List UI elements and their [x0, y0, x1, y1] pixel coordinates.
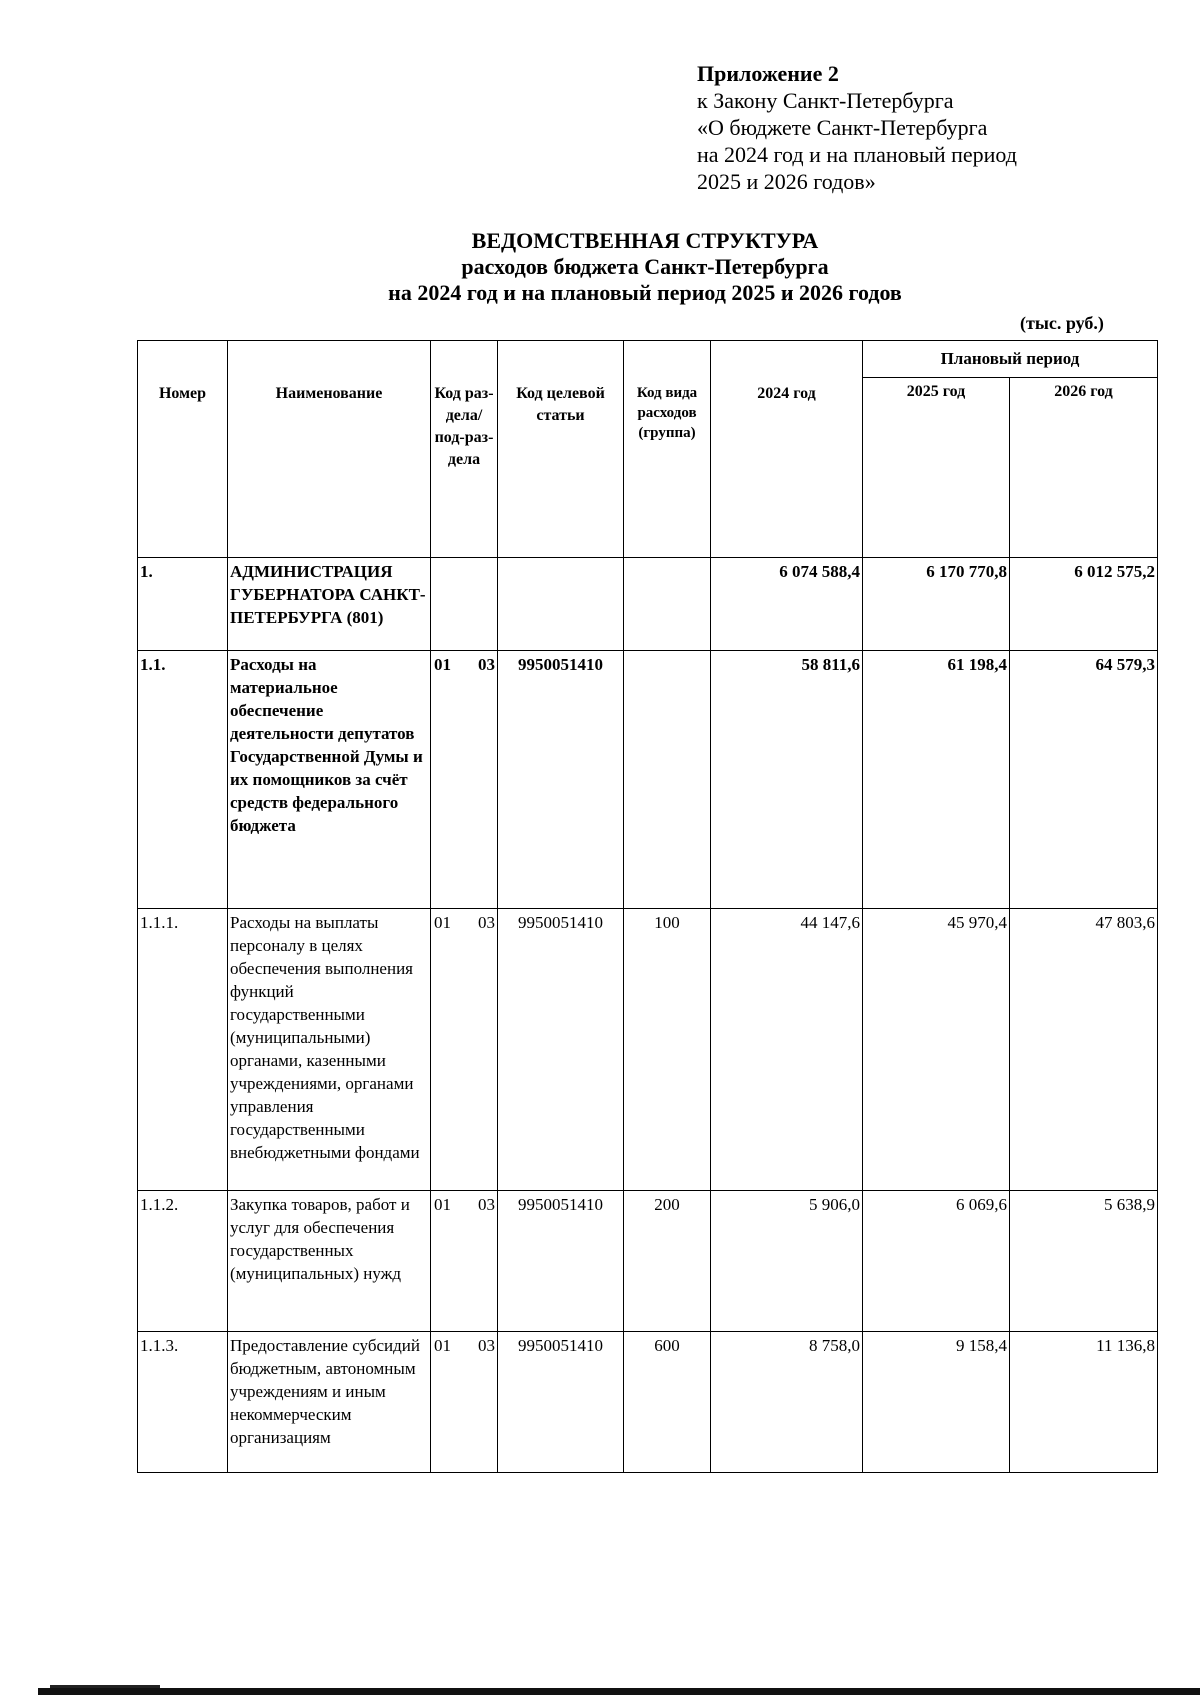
- appendix-line: «О бюджете Санкт-Петербурга: [697, 115, 988, 140]
- row-amount-2024: 58 811,6: [711, 651, 863, 909]
- row-name: Предоставление субсидий бюджетным, автономным учреждениям и иным некоммерческим организациям: [228, 1332, 431, 1473]
- row-amount-2026: 5 638,9: [1010, 1191, 1158, 1332]
- row-number: 1.1.2.: [138, 1191, 228, 1332]
- units-label: (тыс. руб.): [1020, 313, 1104, 333]
- header-section-code: Код раз-дела/ под-раз-дела: [431, 341, 498, 558]
- heading-line-3: на 2024 год и на плановый период 2025 и 2026 годов: [388, 280, 902, 305]
- row-amount-2025: 9 158,4: [863, 1332, 1010, 1473]
- row-amount-2025: 61 198,4: [863, 651, 1010, 909]
- row-section-code: [431, 1332, 498, 1473]
- row-target-code: 9950051410: [498, 1191, 624, 1332]
- row-number: 1.: [138, 558, 228, 651]
- budget-table: [137, 340, 1158, 1473]
- header-expense-type: Код вида расходов (группа): [624, 341, 711, 558]
- row-name: Расходы на материальное обеспечение деятельности депутатов Государственной Думы и их помощников за счёт средств федерального бюджета: [228, 651, 431, 909]
- table-row: [138, 1332, 1158, 1473]
- row-amount-2024: 6 074 588,4: [711, 558, 863, 651]
- header-target-code: Код целевой статьи: [498, 341, 624, 558]
- row-number: 1.1.: [138, 651, 228, 909]
- row-expense-type: [624, 651, 711, 909]
- appendix-line: на 2024 год и на плановый период: [697, 142, 1017, 167]
- subsection-code: 03: [478, 1336, 495, 1355]
- row-amount-2025: 6 069,6: [863, 1191, 1010, 1332]
- row-expense-type: 200: [624, 1191, 711, 1332]
- row-target-code: [498, 558, 624, 651]
- row-target-code: 9950051410: [498, 909, 624, 1191]
- row-amount-2024: 8 758,0: [711, 1332, 863, 1473]
- section-code: 01: [434, 913, 451, 932]
- subsection-code: 03: [478, 655, 495, 674]
- document-heading: [0, 228, 1200, 306]
- row-amount-2025: 45 970,4: [863, 909, 1010, 1191]
- row-name: Закупка товаров, работ и услуг для обеспечения государственных (муниципальных) нужд: [228, 1191, 431, 1332]
- row-amount-2024: 44 147,6: [711, 909, 863, 1191]
- table-row: [138, 1191, 1158, 1332]
- row-name: Расходы на выплаты персоналу в целях обеспечения выполнения функций государственными (муниципальными) органами, казенными учреждениями, органами управления государственными внебюджетными фондами: [228, 909, 431, 1191]
- row-section-code: [431, 1191, 498, 1332]
- header-name: Наименование: [228, 341, 431, 558]
- header-number: Номер: [138, 341, 228, 558]
- row-amount-2026: 6 012 575,2: [1010, 558, 1158, 651]
- row-amount-2026: 64 579,3: [1010, 651, 1158, 909]
- appendix-line: к Закону Санкт-Петербурга: [697, 88, 954, 113]
- header-year-2026: 2026 год: [1010, 378, 1158, 558]
- table-row: [138, 651, 1158, 909]
- row-target-code: 9950051410: [498, 651, 624, 909]
- section-code: 01: [434, 1195, 451, 1214]
- appendix-title: Приложение 2: [697, 61, 839, 86]
- row-number: 1.1.3.: [138, 1332, 228, 1473]
- header-year-2025: 2025 год: [863, 378, 1010, 558]
- row-section-code: [431, 909, 498, 1191]
- header-planned-period: Плановый период: [863, 341, 1158, 378]
- row-section-code: [431, 651, 498, 909]
- row-number: 1.1.1.: [138, 909, 228, 1191]
- appendix-block: [697, 60, 1017, 195]
- section-code: 01: [434, 1336, 451, 1355]
- table-row: [138, 558, 1158, 651]
- row-expense-type: 100: [624, 909, 711, 1191]
- row-expense-type: 600: [624, 1332, 711, 1473]
- heading-line-1: ВЕДОМСТВЕННАЯ СТРУКТУРА: [471, 228, 819, 253]
- subsection-code: 03: [478, 1195, 495, 1214]
- row-expense-type: [624, 558, 711, 651]
- section-code: 01: [434, 655, 451, 674]
- table-row: [138, 909, 1158, 1191]
- row-target-code: 9950051410: [498, 1332, 624, 1473]
- row-amount-2025: 6 170 770,8: [863, 558, 1010, 651]
- subsection-code: 03: [478, 913, 495, 932]
- row-amount-2026: 11 136,8: [1010, 1332, 1158, 1473]
- row-amount-2026: 47 803,6: [1010, 909, 1158, 1191]
- row-amount-2024: 5 906,0: [711, 1191, 863, 1332]
- row-section-code: [431, 558, 498, 651]
- heading-line-2: расходов бюджета Санкт-Петербурга: [461, 254, 829, 279]
- scan-edge-bar: [38, 1688, 1200, 1695]
- header-year-2024: 2024 год: [711, 341, 863, 558]
- appendix-line: 2025 и 2026 годов»: [697, 169, 876, 194]
- row-name: АДМИНИСТРАЦИЯ ГУБЕРНАТОРА САНКТ-ПЕТЕРБУРГА (801): [228, 558, 431, 651]
